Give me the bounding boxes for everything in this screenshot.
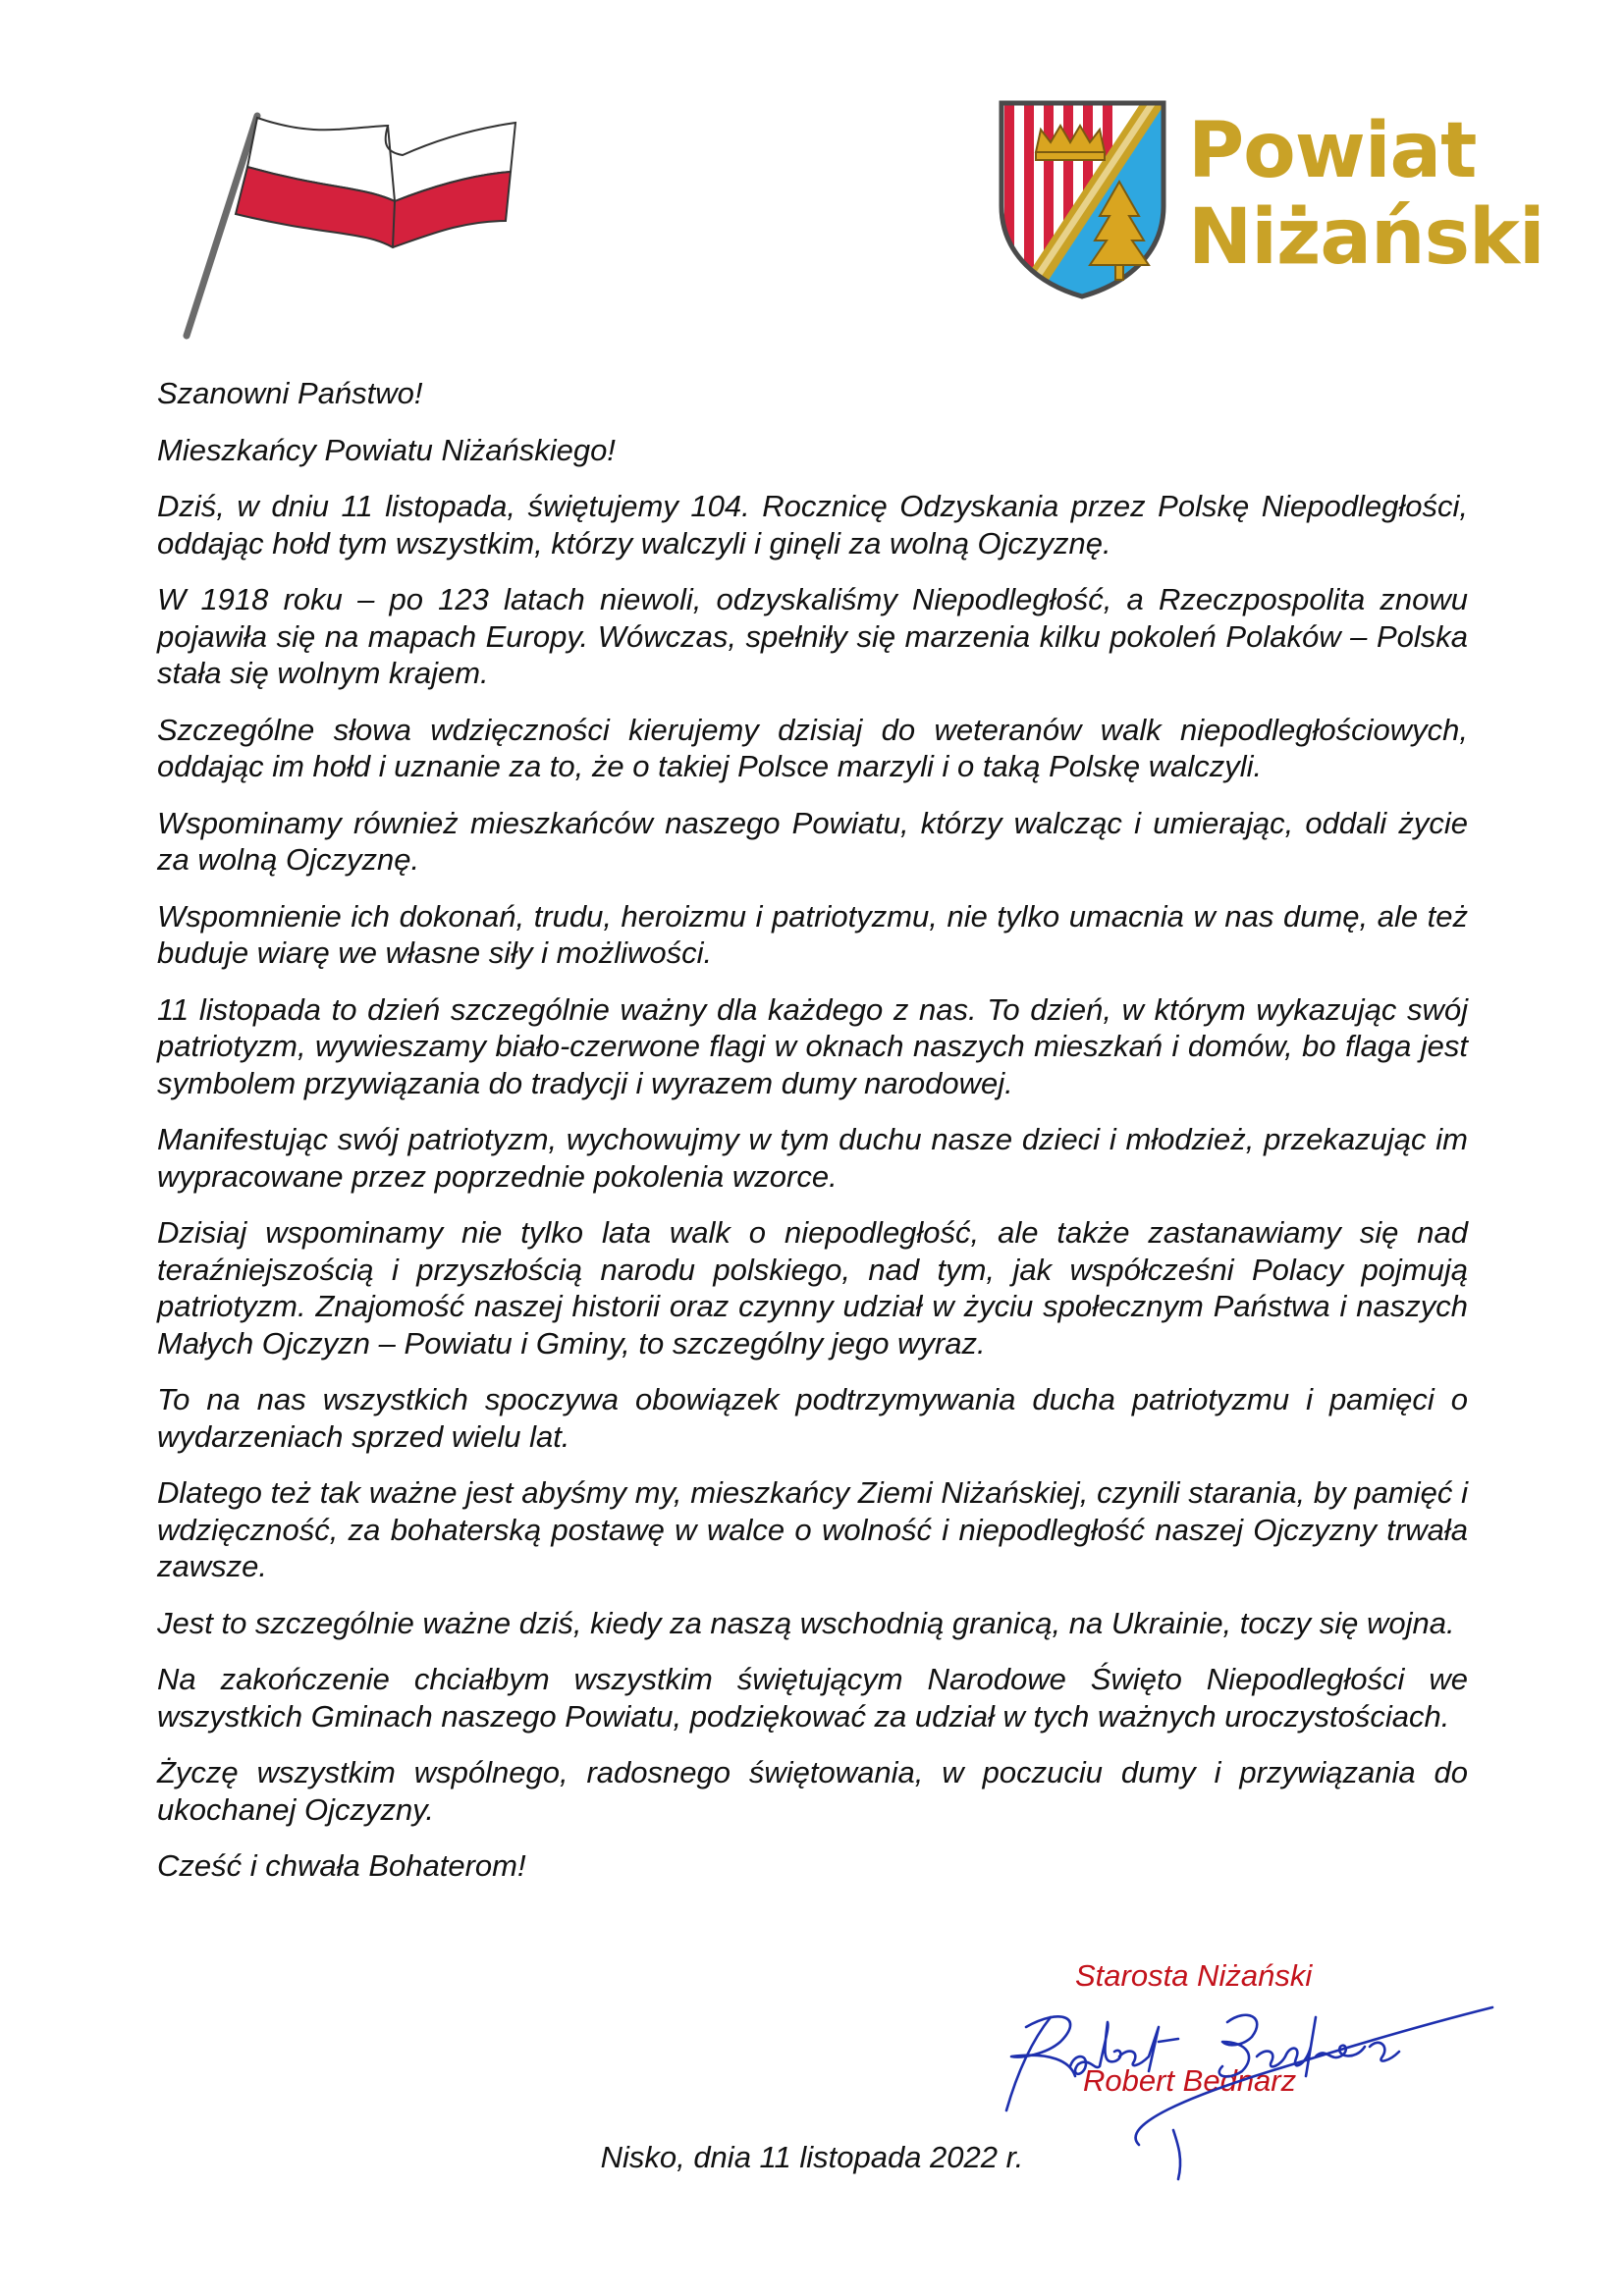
paragraph: Dziś, w dniu 11 listopada, świętujemy 104. Rocznicę Odzyskania przez Polskę Niepodległości, oddając hołd tym wszystkim, którzy walczyli i ginęli za wolną Ojczyznę. bbox=[157, 489, 1468, 561]
paragraph: W 1918 roku – po 123 latach niewoli, odzyskaliśmy Niepodległość, a Rzeczpospolita znowu pojawiła się na mapach Europy. Wówczas, spełniły się marzenia kilku pokoleń Polaków – Polska stała się wolnym krajem. bbox=[157, 582, 1468, 690]
coat-of-arms-icon bbox=[997, 98, 1168, 299]
powiat-logo bbox=[997, 98, 1544, 304]
paragraph: Wspomnienie ich dokonań, trudu, heroizmu i patriotyzmu, nie tylko umacnia w nas dumę, ale też buduje wiarę we własne siły i możliwości. bbox=[157, 898, 1468, 970]
paragraph: To na nas wszystkich spoczywa obowiązek podtrzymywania ducha patriotyzmu i pamięci o wydarzeniach sprzed wielu lat. bbox=[157, 1382, 1468, 1454]
paragraph: 11 listopada to dzień szczególnie ważny dla każdego z nas. To dzień, w którym wykazując swój patriotyzm, wywieszamy biało-czerwone flagi w oknach naszych mieszkań i domów, bo flaga jest symbolem przywiązania do tradycji i wyrazem dumy narodowej. bbox=[157, 991, 1468, 1100]
paragraph: Jest to szczególnie ważne dziś, kiedy za naszą wschodnią granicą, na Ukrainie, toczy się wojna. bbox=[157, 1605, 1455, 1640]
polish-flag-icon bbox=[167, 98, 520, 353]
paragraph: Szczególne słowa wdzięczności kierujemy dzisiaj do weteranów walk niepodległościowych, oddając im hołd i uznanie za to, że o takiej Polsce marzyli i o taką Polskę walczyli. bbox=[157, 712, 1468, 783]
paragraph: Dzisiaj wspominamy nie tylko lata walk o niepodległość, ale także zastanawiamy się nad teraźniejszością i przyszłością narodu polskiego, nad tym, jak współcześni Polacy pojmują patriotyzm. Znajomość naszej historii oraz czynny udział w życiu społecznym Państwa i naszych Małych Ojczyzn – Powiatu i Gminy, to szczególny jego wyraz. bbox=[157, 1215, 1468, 1361]
paragraph: Na zakończenie chciałbym wszystkim świętującym Narodowe Święto Niepodległości we wszystkich Gminach naszego Powiatu, podziękować za udział w tych ważnych uroczystościach. bbox=[157, 1662, 1468, 1734]
signatory-title: Starosta Niżański bbox=[1075, 1958, 1313, 1993]
logo-line-2: Niżański bbox=[1188, 193, 1544, 282]
letter-body bbox=[157, 375, 1468, 1904]
logo-line-1: Powiat bbox=[1188, 107, 1477, 195]
salutation-residents: Mieszkańcy Powiatu Niżańskiego! bbox=[157, 432, 616, 467]
closing-line: Cześć i chwała Bohaterom! bbox=[157, 1848, 526, 1883]
paragraph: Wspominamy również mieszkańców naszego Powiatu, którzy walcząc i umierając, oddali życie za wolną Ojczyznę. bbox=[157, 805, 1468, 877]
paragraph: Manifestując swój patriotyzm, wychowujmy w tym duchu nasze dzieci i młodzież, przekazując im wypracowane przez poprzednie pokolenia wzorce. bbox=[157, 1122, 1468, 1194]
date-place: Nisko, dnia 11 listopada 2022 r. bbox=[600, 2140, 1024, 2174]
logo-wordmark bbox=[1188, 108, 1544, 281]
salutation: Szanowni Państwo! bbox=[157, 376, 423, 410]
paragraph: Życzę wszystkim wspólnego, radosnego świętowania, w poczuciu dumy i przywiązania do ukochanej Ojczyzny. bbox=[157, 1755, 1468, 1827]
paragraph: Dlatego też tak ważne jest abyśmy my, mieszkańcy Ziemi Niżańskiej, czynili starania, by pamięć i wdzięczność, za bohaterską postawę w walce o wolność i niepodległość naszej Ojczyzny trwała zawsze. bbox=[157, 1475, 1468, 1583]
signatory-name: Robert Bednarz bbox=[1083, 2063, 1297, 2098]
